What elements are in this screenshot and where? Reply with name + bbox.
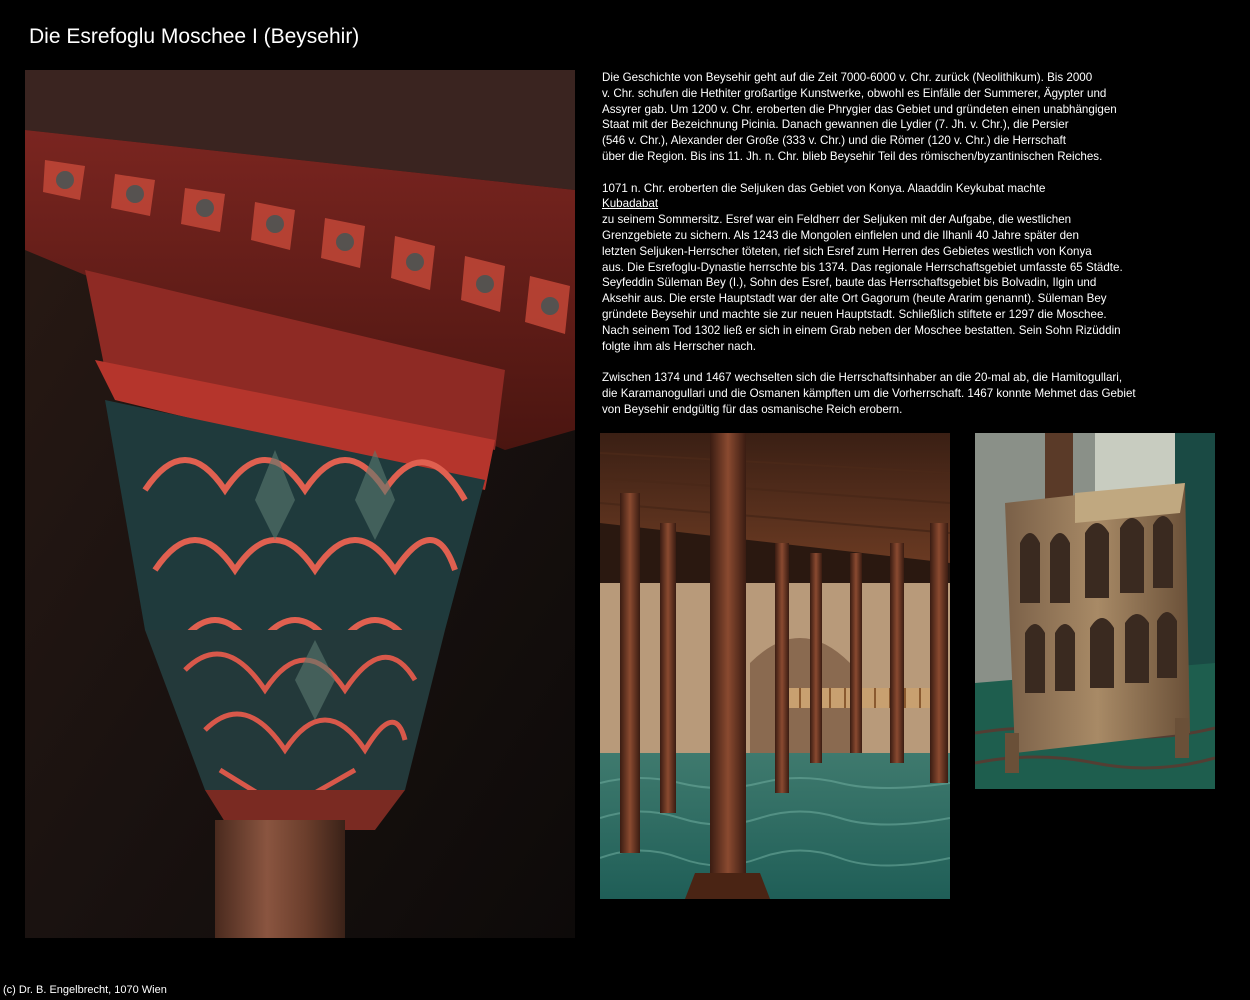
copyright-footer: (c) Dr. B. Engelbrecht, 1070 Wien <box>3 984 167 996</box>
kubadabat-link[interactable]: Kubadabat <box>602 197 659 211</box>
mosque-interior-photo[interactable] <box>600 433 950 899</box>
wooden-lectern-photo[interactable] <box>975 433 1215 789</box>
column-capital-image <box>25 70 575 938</box>
history-paragraph-seljuk <box>602 181 1172 355</box>
history-paragraph-ancient: Die Geschichte von Beysehir geht auf die Zeit 7000-6000 v. Chr. zurück (Neolithikum). Bis 2000 v. Chr. schufen die Hethiter großartige Kunstwerke, obwohl es Einfälle der Summerer, Ägypter und Assyrer gab. Um 1200 v. Chr. eroberten die Phrygier das Gebiet und gründeten einen unabhängigen Staat mit der Bezeichnung Picinia. Danach gewannen die Lydier (7. Jh. v. Chr.), die Persier (546 v. Chr.), Alexander der Große (333 v. Chr.) und die Römer (120 v. Chr.) die Herrschaft über die Region. Bis ins 11. Jh. n. Chr. blieb Beysehir Teil des römischen/byzantinischen Reiches. <box>602 71 1117 163</box>
history-text <box>602 70 1172 433</box>
column-capital-photo[interactable] <box>25 70 575 938</box>
seljuk-intro-text: 1071 n. Chr. eroberten die Seljuken das Gebiet von Konya. Alaaddin Keykubat machte <box>602 181 1046 195</box>
wooden-lectern-image <box>975 433 1215 789</box>
seljuk-rest-text: zu seinem Sommersitz. Esref war ein Feldherr der Seljuken mit der Aufgabe, die westlichen Grenzgebiete zu sichern. Als 1243 die Mongolen einfielen und die Ilhanli 40 Jahre später den letzten Seljuken-Herrscher töteten, rief sich Esref zum Herren des Gebietes westlich von Konya aus. Die Esrefoglu-Dynastie herrschte bis 1374. Das regionale Herrschaftsgebiet umfasste 65 Städte. Seyfeddin Süleman Bey (I.), Sohn des Esref, baute das Herrschaftsgebiet bis Bolvadin, Ilgin und Aksehir aus. Die erste Hauptstadt war der alte Ort Gagorum (heute Ararim genannt). Süleman Bey gründete Beysehir und machte sie zur neuen Hauptstadt. Schließlich stiftete er 1297 die Moschee. Nach seinem Tod 1302 ließ er sich in einem Grab neben der Moschee bestatten. Sein Sohn Rizüddin folgte ihm als Herrscher nach. <box>602 213 1123 353</box>
page-title: Die Esrefoglu Moschee I (Beysehir) <box>29 25 360 48</box>
history-paragraph-ottoman: Zwischen 1374 und 1467 wechselten sich die Herrschaftsinhaber an die 20-mal ab, die Hamitogullari, die Karamanogullari und die Osmanen kämpften um die Vorherrschaft. 1467 konnte Mehmet das Gebiet von Beysehir endgültig für das osmanische Reich erobern. <box>602 371 1136 416</box>
mosque-interior-image <box>600 433 950 899</box>
